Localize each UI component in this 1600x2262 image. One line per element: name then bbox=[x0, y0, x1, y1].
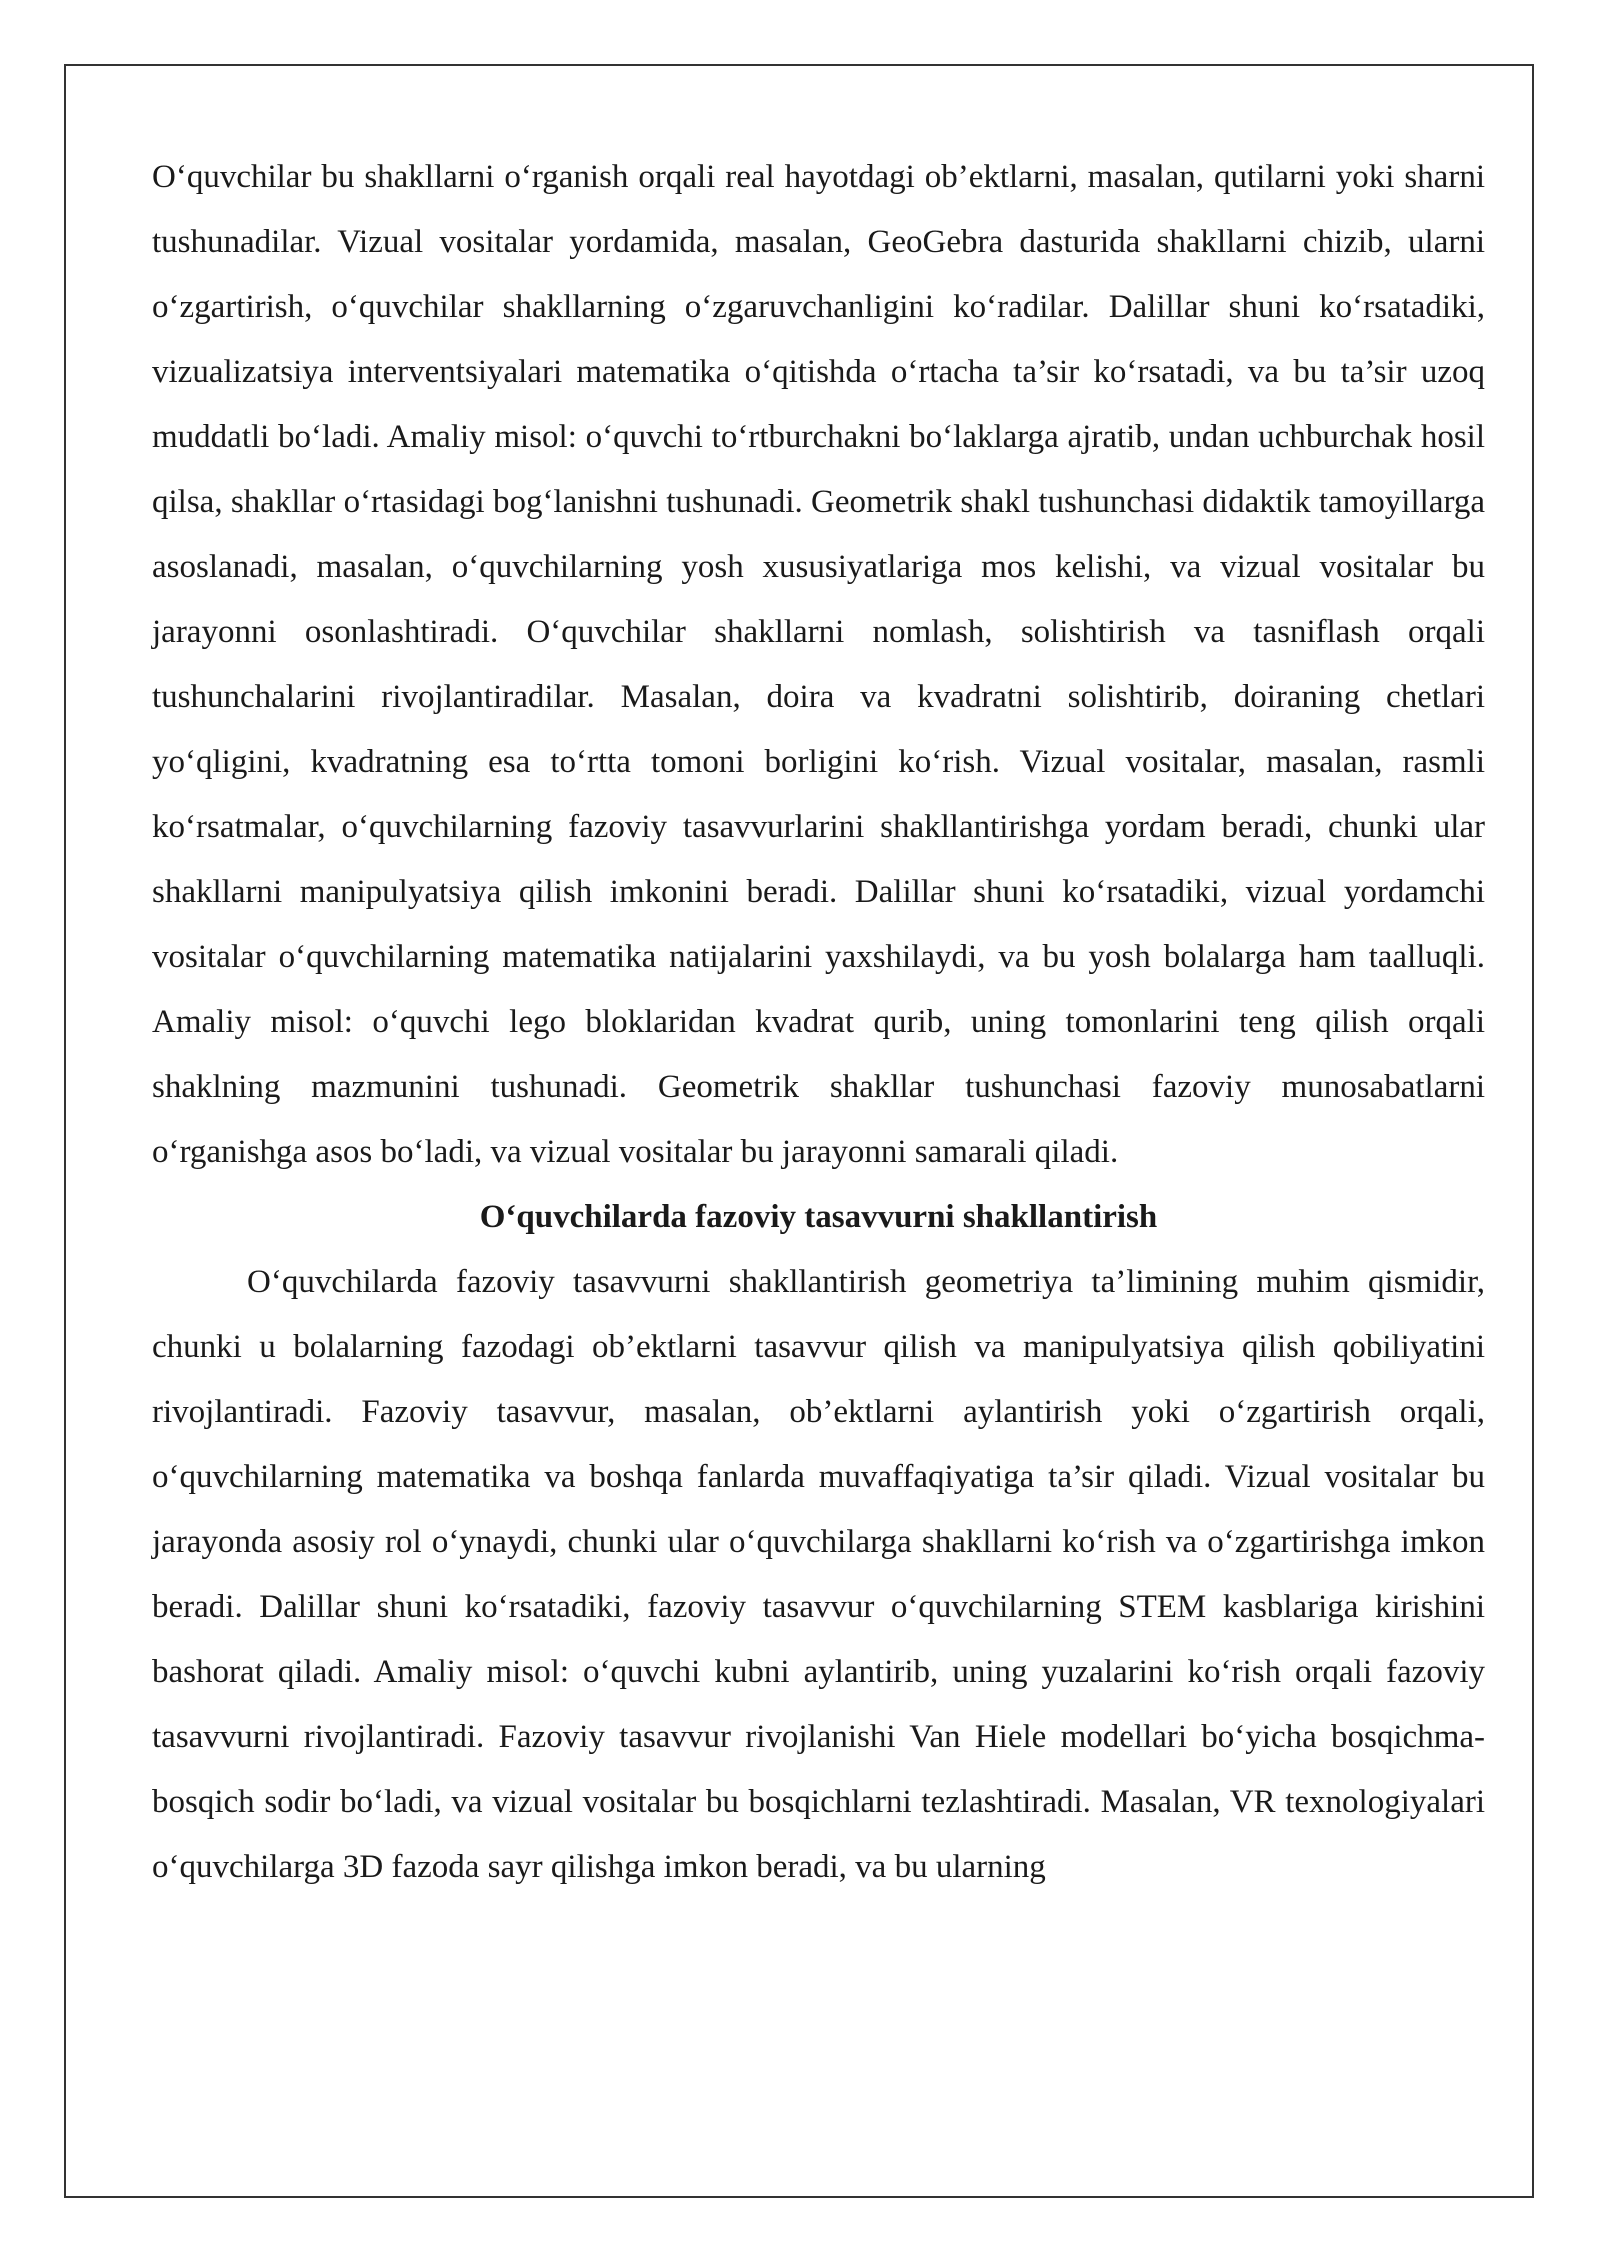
body-paragraph: O‘quvchilar bu shakllarni o‘rganish orqali real hayotdagi ob’ektlarni, masalan, qutilarni yoki sharni tushunadilar. Vizual vositalar yordamida, masalan, GeoGebra dasturida shakllarni chizib, ularni o‘zgartirish, o‘quvchilar shakllarning o‘zgaruvchanligini ko‘radilar. Dalillar shuni ko‘rsatadiki, vizualizatsiya interventsiyalari matematika o‘qitishda o‘rtacha ta’sir ko‘rsatadi, va bu ta’sir uzoq muddatli bo‘ladi. Amaliy misol: o‘quvchi to‘rtburchakni bo‘laklarga ajratib, undan uchburchak hosil qilsa, shakllar o‘rtasidagi bog‘lanishni tushunadi. Geometrik shakl tushunchasi didaktik tamoyillarga asoslanadi, masalan, o‘quvchilarning yosh xususiyatlariga mos kelishi, va vizual vositalar bu jarayonni osonlashtiradi. O‘quvchilar shakllarni nomlash, solishtirish va tasniflash orqali tushunchalarini rivojlantiradilar. Masalan, doira va kvadratni solishtirib, doiraning chetlari yo‘qligini, kvadratning esa to‘rtta tomoni borligini ko‘rish. Vizual vositalar, masalan, rasmli ko‘rsatmalar, o‘quvchilarning fazoviy tasavvurlarini shakllantirishga yordam beradi, chunki ular shakllarni manipulyatsiya qilish imkonini beradi. Dalillar shuni ko‘rsatadiki, vizual yordamchi vositalar o‘quvchilarning matematika natijalarini yaxshilaydi, va bu yosh bolalarga ham taalluqli. Amaliy misol: o‘quvchi lego bloklaridan kvadrat qurib, uning tomonlarini teng qilish orqali shaklning mazmunini tushunadi. Geometrik shakllar tushunchasi fazoviy munosabatlarni o‘rganishga asos bo‘ladi, va vizual vositalar bu jarayonni samarali qiladi. bbox=[152, 159, 1485, 1170]
document-body bbox=[152, 145, 1485, 1900]
section-heading: O‘quvchilarda fazoviy tasavvurni shakllantirish bbox=[479, 1199, 1158, 1235]
body-paragraph: O‘quvchilarda fazoviy tasavvurni shakllantirish geometriya ta’limining muhim qismidir, chunki u bolalarning fazodagi ob’ektlarni tasavvur qilish va manipulyatsiya qilish qobiliyatini rivojlantiradi. Fazoviy tasavvur, masalan, ob’ektlarni aylantirish yoki o‘zgartirish orqali, o‘quvchilarning matematika va boshqa fanlarda muvaffaqiyatiga ta’sir qiladi. Vizual vositalar bu jarayonda asosiy rol o‘ynaydi, chunki ular o‘quvchilarga shakllarni ko‘rish va o‘zgartirishga imkon beradi. Dalillar shuni ko‘rsatadiki, fazoviy tasavvur o‘quvchilarning STEM kasblariga kirishini bashorat qiladi. Amaliy misol: o‘quvchi kubni aylantirib, uning yuzalarini ko‘rish orqali fazoviy tasavvurni rivojlantiradi. Fazoviy tasavvur rivojlanishi Van Hiele modellari bo‘yicha bosqichma-bosqich sodir bo‘ladi, va vizual vositalar bu bosqichlarni tezlashtiradi. Masalan, VR texnologiyalari o‘quvchilarga 3D fazoda sayr qilishga imkon beradi, va bu ularning bbox=[152, 1264, 1485, 1885]
